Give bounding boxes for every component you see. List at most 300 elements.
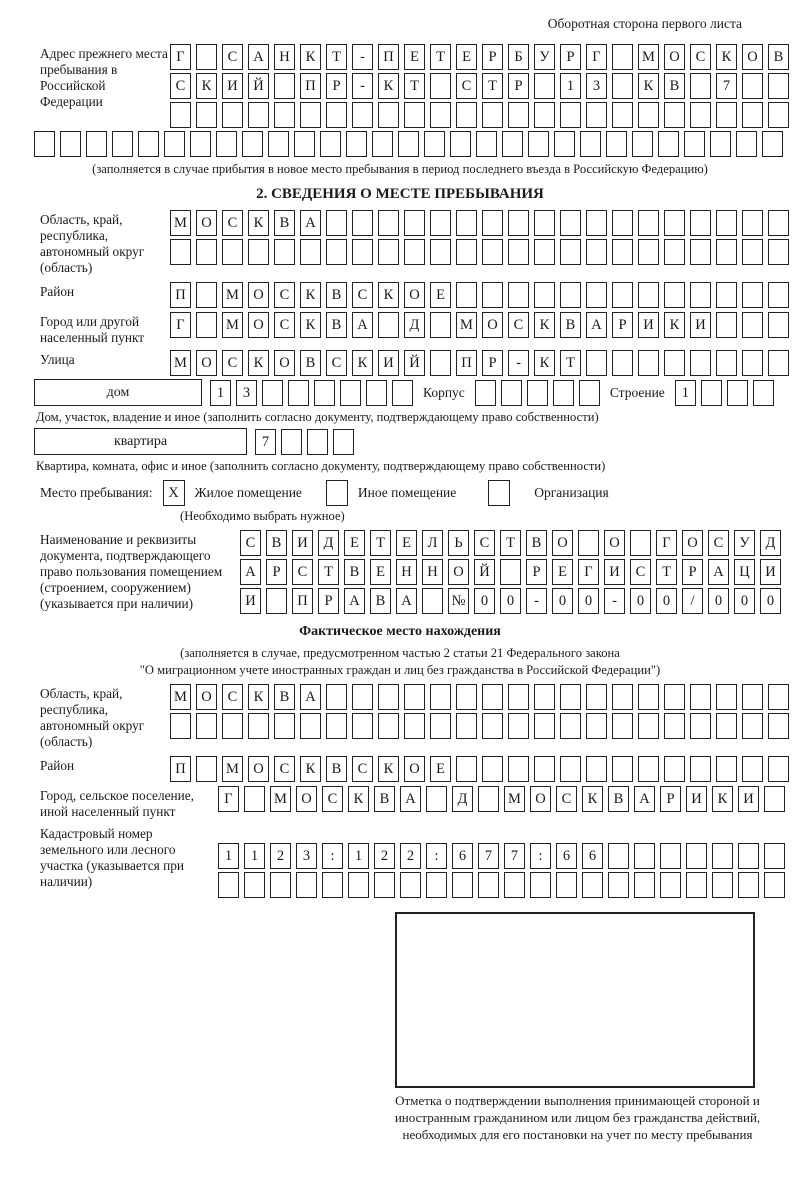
char-box[interactable] [560, 102, 581, 128]
char-box[interactable]: А [300, 684, 321, 710]
char-box[interactable] [274, 102, 295, 128]
char-box[interactable] [716, 102, 737, 128]
char-box[interactable]: В [326, 312, 347, 338]
char-box[interactable]: Й [404, 350, 425, 376]
char-box[interactable] [86, 131, 107, 157]
char-box[interactable] [690, 282, 711, 308]
char-box[interactable]: А [708, 559, 729, 585]
char-box[interactable]: Р [660, 786, 681, 812]
char-box[interactable] [300, 713, 321, 739]
char-box[interactable]: Р [612, 312, 633, 338]
char-box[interactable]: 3 [586, 73, 607, 99]
char-box[interactable]: Д [404, 312, 425, 338]
char-box[interactable]: Ц [734, 559, 755, 585]
char-box[interactable]: Е [552, 559, 573, 585]
char-box[interactable]: 0 [734, 588, 755, 614]
char-box[interactable]: С [274, 282, 295, 308]
char-box[interactable] [608, 843, 629, 869]
char-box[interactable] [764, 843, 785, 869]
char-box[interactable]: - [352, 44, 373, 70]
char-box[interactable] [742, 239, 763, 265]
char-box[interactable]: Е [430, 282, 451, 308]
char-box[interactable] [456, 102, 477, 128]
char-box[interactable] [560, 282, 581, 308]
char-box[interactable]: 0 [500, 588, 521, 614]
char-box[interactable] [248, 239, 269, 265]
stay-option-residential-checkbox[interactable]: X [163, 480, 185, 506]
char-box[interactable]: М [170, 684, 191, 710]
char-box[interactable]: С [222, 684, 243, 710]
char-box[interactable] [424, 131, 445, 157]
char-box[interactable] [528, 131, 549, 157]
char-box[interactable]: А [248, 44, 269, 70]
char-box[interactable] [768, 282, 789, 308]
char-box[interactable] [660, 843, 681, 869]
char-box[interactable]: Т [430, 44, 451, 70]
char-box[interactable] [500, 559, 521, 585]
char-box[interactable]: И [690, 312, 711, 338]
char-box[interactable] [400, 872, 421, 898]
char-box[interactable]: И [760, 559, 781, 585]
char-box[interactable]: 7 [504, 843, 525, 869]
char-box[interactable] [482, 756, 503, 782]
char-box[interactable]: А [352, 312, 373, 338]
char-box[interactable] [196, 44, 217, 70]
char-box[interactable] [222, 239, 243, 265]
char-box[interactable]: К [534, 312, 555, 338]
char-box[interactable] [456, 239, 477, 265]
char-box[interactable]: К [378, 73, 399, 99]
char-box[interactable]: - [526, 588, 547, 614]
char-box[interactable]: О [248, 756, 269, 782]
char-box[interactable] [716, 239, 737, 265]
char-box[interactable]: М [170, 210, 191, 236]
stay-option-other-checkbox[interactable] [326, 480, 348, 506]
char-box[interactable] [768, 210, 789, 236]
char-box[interactable]: О [196, 350, 217, 376]
char-box[interactable]: 1 [218, 843, 239, 869]
char-box[interactable]: В [374, 786, 395, 812]
char-box[interactable]: С [222, 44, 243, 70]
char-box[interactable]: С [222, 210, 243, 236]
char-box[interactable] [690, 350, 711, 376]
char-box[interactable]: И [222, 73, 243, 99]
char-box[interactable] [768, 713, 789, 739]
char-box[interactable] [281, 429, 302, 455]
char-box[interactable] [478, 872, 499, 898]
char-box[interactable]: О [682, 530, 703, 556]
char-box[interactable] [560, 713, 581, 739]
char-box[interactable] [712, 872, 733, 898]
char-box[interactable] [742, 312, 763, 338]
char-box[interactable] [638, 282, 659, 308]
char-box[interactable]: О [404, 282, 425, 308]
char-box[interactable]: В [664, 73, 685, 99]
char-box[interactable]: М [222, 756, 243, 782]
char-box[interactable]: С [274, 756, 295, 782]
char-box[interactable]: А [586, 312, 607, 338]
char-box[interactable]: У [534, 44, 555, 70]
char-box[interactable] [762, 131, 783, 157]
char-box[interactable] [456, 756, 477, 782]
char-box[interactable]: В [344, 559, 365, 585]
char-box[interactable] [430, 684, 451, 710]
char-box[interactable]: Н [422, 559, 443, 585]
char-box[interactable]: : [322, 843, 343, 869]
char-box[interactable] [736, 131, 757, 157]
char-box[interactable] [701, 380, 722, 406]
char-box[interactable] [430, 312, 451, 338]
char-box[interactable] [612, 239, 633, 265]
char-box[interactable]: 0 [760, 588, 781, 614]
char-box[interactable] [742, 282, 763, 308]
char-box[interactable] [586, 239, 607, 265]
char-box[interactable]: 2 [400, 843, 421, 869]
char-box[interactable] [218, 872, 239, 898]
char-box[interactable] [768, 239, 789, 265]
char-box[interactable]: В [266, 530, 287, 556]
char-box[interactable] [742, 102, 763, 128]
char-box[interactable] [716, 282, 737, 308]
char-box[interactable] [352, 239, 373, 265]
char-box[interactable]: О [274, 350, 295, 376]
char-box[interactable] [612, 713, 633, 739]
char-box[interactable] [196, 756, 217, 782]
char-box[interactable] [426, 872, 447, 898]
char-box[interactable]: М [456, 312, 477, 338]
char-box[interactable] [664, 239, 685, 265]
char-box[interactable] [326, 713, 347, 739]
char-box[interactable]: 6 [452, 843, 473, 869]
char-box[interactable]: В [300, 350, 321, 376]
char-box[interactable]: С [556, 786, 577, 812]
char-box[interactable]: - [508, 350, 529, 376]
char-box[interactable]: В [370, 588, 391, 614]
char-box[interactable]: 1 [675, 380, 696, 406]
char-box[interactable] [430, 210, 451, 236]
char-box[interactable] [612, 102, 633, 128]
char-box[interactable] [586, 756, 607, 782]
char-box[interactable]: К [248, 210, 269, 236]
char-box[interactable]: Й [474, 559, 495, 585]
char-box[interactable] [742, 73, 763, 99]
char-box[interactable]: Р [326, 73, 347, 99]
char-box[interactable] [320, 131, 341, 157]
char-box[interactable]: О [196, 684, 217, 710]
char-box[interactable] [612, 684, 633, 710]
char-box[interactable]: С [474, 530, 495, 556]
char-box[interactable] [664, 756, 685, 782]
char-box[interactable] [242, 131, 263, 157]
char-box[interactable]: 1 [560, 73, 581, 99]
char-box[interactable] [352, 102, 373, 128]
char-box[interactable]: К [534, 350, 555, 376]
char-box[interactable] [612, 210, 633, 236]
char-box[interactable] [322, 872, 343, 898]
char-box[interactable]: П [456, 350, 477, 376]
char-box[interactable]: К [716, 44, 737, 70]
char-box[interactable] [288, 380, 309, 406]
char-box[interactable]: О [248, 312, 269, 338]
char-box[interactable]: С [170, 73, 191, 99]
char-box[interactable]: Т [500, 530, 521, 556]
char-box[interactable]: Г [578, 559, 599, 585]
char-box[interactable] [716, 312, 737, 338]
char-box[interactable] [300, 239, 321, 265]
char-box[interactable] [508, 756, 529, 782]
char-box[interactable] [326, 239, 347, 265]
char-box[interactable] [244, 786, 265, 812]
char-box[interactable] [216, 131, 237, 157]
char-box[interactable]: М [270, 786, 291, 812]
char-box[interactable]: Т [560, 350, 581, 376]
char-box[interactable]: В [560, 312, 581, 338]
char-box[interactable]: Г [218, 786, 239, 812]
char-box[interactable]: С [322, 786, 343, 812]
char-box[interactable]: К [300, 756, 321, 782]
char-box[interactable] [560, 756, 581, 782]
char-box[interactable] [352, 713, 373, 739]
char-box[interactable] [508, 282, 529, 308]
char-box[interactable] [638, 239, 659, 265]
char-box[interactable] [560, 239, 581, 265]
char-box[interactable] [554, 131, 575, 157]
char-box[interactable]: О [664, 44, 685, 70]
char-box[interactable] [660, 872, 681, 898]
char-box[interactable]: 1 [244, 843, 265, 869]
char-box[interactable]: 6 [556, 843, 577, 869]
char-box[interactable]: С [352, 756, 373, 782]
char-box[interactable]: Т [656, 559, 677, 585]
char-box[interactable] [684, 131, 705, 157]
char-box[interactable] [430, 73, 451, 99]
char-box[interactable]: - [604, 588, 625, 614]
char-box[interactable]: 0 [552, 588, 573, 614]
char-box[interactable]: Т [482, 73, 503, 99]
char-box[interactable]: В [526, 530, 547, 556]
char-box[interactable] [482, 713, 503, 739]
char-box[interactable]: Р [526, 559, 547, 585]
char-box[interactable]: - [352, 73, 373, 99]
char-box[interactable] [690, 102, 711, 128]
char-box[interactable] [768, 350, 789, 376]
char-box[interactable] [196, 239, 217, 265]
char-box[interactable] [612, 756, 633, 782]
char-box[interactable]: 0 [474, 588, 495, 614]
char-box[interactable] [586, 102, 607, 128]
char-box[interactable] [638, 684, 659, 710]
char-box[interactable] [248, 713, 269, 739]
char-box[interactable]: А [400, 786, 421, 812]
char-box[interactable] [664, 713, 685, 739]
char-box[interactable] [475, 380, 496, 406]
char-box[interactable] [716, 350, 737, 376]
char-box[interactable]: 0 [656, 588, 677, 614]
char-box[interactable] [378, 312, 399, 338]
char-box[interactable] [508, 102, 529, 128]
char-box[interactable] [482, 282, 503, 308]
char-box[interactable] [307, 429, 328, 455]
char-box[interactable] [612, 73, 633, 99]
char-box[interactable] [196, 102, 217, 128]
char-box[interactable]: Е [456, 44, 477, 70]
char-box[interactable] [60, 131, 81, 157]
char-box[interactable] [764, 786, 785, 812]
char-box[interactable]: М [504, 786, 525, 812]
char-box[interactable]: О [482, 312, 503, 338]
char-box[interactable] [314, 380, 335, 406]
char-box[interactable]: К [378, 756, 399, 782]
char-box[interactable] [456, 282, 477, 308]
char-box[interactable] [482, 210, 503, 236]
char-box[interactable] [768, 756, 789, 782]
char-box[interactable] [366, 380, 387, 406]
char-box[interactable] [586, 713, 607, 739]
char-box[interactable] [392, 380, 413, 406]
char-box[interactable] [606, 131, 627, 157]
char-box[interactable]: О [604, 530, 625, 556]
char-box[interactable]: О [248, 282, 269, 308]
char-box[interactable]: Р [682, 559, 703, 585]
char-box[interactable]: Р [482, 44, 503, 70]
char-box[interactable]: Т [370, 530, 391, 556]
char-box[interactable] [586, 282, 607, 308]
char-box[interactable]: К [712, 786, 733, 812]
char-box[interactable]: С [456, 73, 477, 99]
char-box[interactable]: К [300, 312, 321, 338]
char-box[interactable]: Й [248, 73, 269, 99]
char-box[interactable] [582, 872, 603, 898]
char-box[interactable] [112, 131, 133, 157]
char-box[interactable] [274, 713, 295, 739]
char-box[interactable] [378, 210, 399, 236]
char-box[interactable]: Д [452, 786, 473, 812]
char-box[interactable] [398, 131, 419, 157]
char-box[interactable] [378, 102, 399, 128]
char-box[interactable]: К [582, 786, 603, 812]
char-box[interactable] [716, 210, 737, 236]
char-box[interactable]: О [530, 786, 551, 812]
char-box[interactable] [716, 713, 737, 739]
char-box[interactable]: М [222, 282, 243, 308]
char-box[interactable]: И [240, 588, 261, 614]
char-box[interactable] [404, 713, 425, 739]
char-box[interactable] [560, 210, 581, 236]
char-box[interactable]: П [292, 588, 313, 614]
char-box[interactable] [690, 239, 711, 265]
char-box[interactable]: И [292, 530, 313, 556]
char-box[interactable]: 0 [578, 588, 599, 614]
char-box[interactable] [534, 239, 555, 265]
char-box[interactable] [326, 210, 347, 236]
char-box[interactable] [294, 131, 315, 157]
char-box[interactable]: Г [170, 44, 191, 70]
char-box[interactable]: 2 [374, 843, 395, 869]
char-box[interactable] [560, 684, 581, 710]
char-box[interactable] [452, 872, 473, 898]
char-box[interactable] [586, 350, 607, 376]
char-box[interactable]: Г [170, 312, 191, 338]
char-box[interactable] [658, 131, 679, 157]
char-box[interactable]: Г [656, 530, 677, 556]
char-box[interactable] [508, 239, 529, 265]
char-box[interactable]: А [634, 786, 655, 812]
char-box[interactable]: С [690, 44, 711, 70]
char-box[interactable]: М [638, 44, 659, 70]
char-box[interactable]: 7 [716, 73, 737, 99]
char-box[interactable]: Д [318, 530, 339, 556]
char-box[interactable]: Р [318, 588, 339, 614]
char-box[interactable]: О [196, 210, 217, 236]
char-box[interactable] [534, 102, 555, 128]
char-box[interactable] [190, 131, 211, 157]
char-box[interactable] [638, 350, 659, 376]
char-box[interactable]: В [274, 210, 295, 236]
char-box[interactable]: С [630, 559, 651, 585]
char-box[interactable] [262, 380, 283, 406]
char-box[interactable]: Е [404, 44, 425, 70]
char-box[interactable]: Н [274, 44, 295, 70]
char-box[interactable] [768, 102, 789, 128]
char-box[interactable]: № [448, 588, 469, 614]
char-box[interactable]: Д [760, 530, 781, 556]
char-box[interactable] [690, 713, 711, 739]
char-box[interactable] [738, 843, 759, 869]
char-box[interactable] [326, 102, 347, 128]
char-box[interactable]: 0 [630, 588, 651, 614]
char-box[interactable]: Р [508, 73, 529, 99]
char-box[interactable]: 0 [708, 588, 729, 614]
char-box[interactable] [352, 684, 373, 710]
char-box[interactable] [664, 282, 685, 308]
char-box[interactable]: И [604, 559, 625, 585]
char-box[interactable] [348, 872, 369, 898]
char-box[interactable]: Б [508, 44, 529, 70]
char-box[interactable] [456, 210, 477, 236]
char-box[interactable] [426, 786, 447, 812]
char-box[interactable] [690, 210, 711, 236]
char-box[interactable]: К [300, 282, 321, 308]
char-box[interactable] [768, 73, 789, 99]
char-box[interactable] [630, 530, 651, 556]
char-box[interactable] [768, 312, 789, 338]
char-box[interactable] [727, 380, 748, 406]
char-box[interactable] [430, 350, 451, 376]
char-box[interactable] [164, 131, 185, 157]
char-box[interactable] [196, 282, 217, 308]
char-box[interactable] [534, 713, 555, 739]
char-box[interactable] [340, 380, 361, 406]
char-box[interactable] [534, 756, 555, 782]
char-box[interactable] [534, 210, 555, 236]
char-box[interactable] [170, 713, 191, 739]
char-box[interactable]: 7 [255, 429, 276, 455]
char-box[interactable] [612, 282, 633, 308]
char-box[interactable] [634, 843, 655, 869]
char-box[interactable] [476, 131, 497, 157]
char-box[interactable]: К [378, 282, 399, 308]
char-box[interactable]: О [742, 44, 763, 70]
char-box[interactable]: 6 [582, 843, 603, 869]
char-box[interactable] [374, 872, 395, 898]
char-box[interactable] [270, 872, 291, 898]
char-box[interactable]: П [170, 756, 191, 782]
char-box[interactable]: Р [482, 350, 503, 376]
char-box[interactable]: К [352, 350, 373, 376]
char-box[interactable] [638, 210, 659, 236]
char-box[interactable] [586, 210, 607, 236]
char-box[interactable]: Т [404, 73, 425, 99]
